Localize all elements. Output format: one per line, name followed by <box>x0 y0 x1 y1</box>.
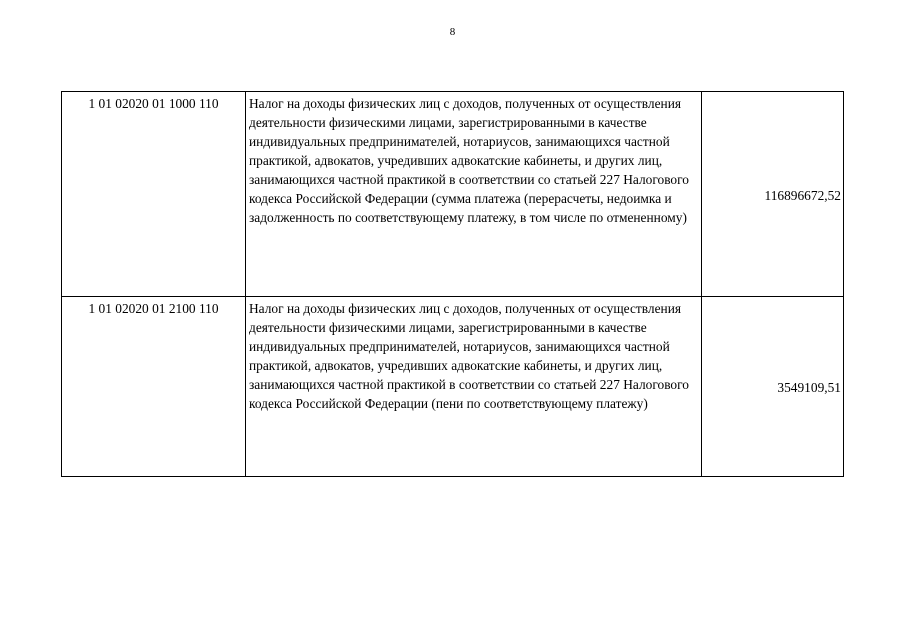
budget-revenue-table <box>61 91 844 477</box>
revenue-description: Налог на доходы физических лиц с доходов, полученных от осуществления деятельности физическими лицами, зарегистрированными в качестве индивидуальных предпринимателей, нотариусов, занимающихся частной практикой, адвокатов, учредивших адвокатские кабинеты, и других лиц, занимающихся частной практикой в соответствии со статьей 227 Налогового кодекса Российской Федерации (сумма платежа (перерасчеты, недоимка и задолженность по соответствующему платежу, в том числе по отмененному) <box>246 92 702 297</box>
revenue-description: Налог на доходы физических лиц с доходов, полученных от осуществления деятельности физическими лицами, зарегистрированными в качестве индивидуальных предпринимателей, нотариусов, занимающихся частной практикой, адвокатов, учредивших адвокатские кабинеты, и других лиц, занимающихся частной практикой в соответствии со статьей 227 Налогового кодекса Российской Федерации (пени по соответствующему платежу) <box>246 297 702 477</box>
revenue-amount: 116896672,52 <box>702 92 844 297</box>
page-number: 8 <box>449 26 456 38</box>
budget-classification-code: 1 01 02020 01 1000 110 <box>62 92 246 297</box>
revenue-amount: 3549109,51 <box>702 297 844 477</box>
table-row <box>62 92 844 297</box>
budget-classification-code: 1 01 02020 01 2100 110 <box>62 297 246 477</box>
table-row <box>62 297 844 477</box>
